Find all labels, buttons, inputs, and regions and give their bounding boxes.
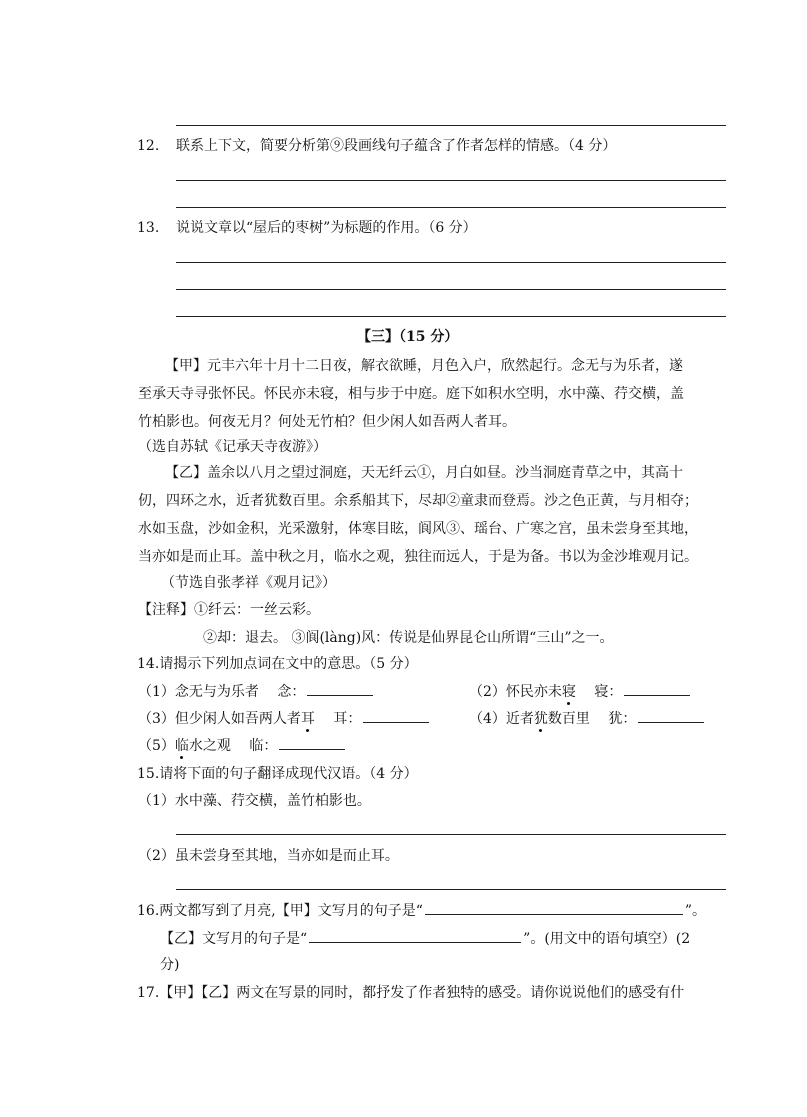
answer-line[interactable]: [176, 207, 726, 208]
notes-line: 【注释】①纤云：一丝云彩。: [138, 602, 320, 618]
translate-item: （1）水中藻、荇交横，盖竹柏影也。: [138, 793, 371, 809]
answer-line[interactable]: [176, 889, 726, 890]
passage-yi-line: 【乙】盖余以八月之望过洞庭，天无纤云①，月白如昼。沙当洞庭青草之中，其高十: [165, 465, 683, 481]
q14-item-1: [138, 681, 375, 702]
passage-source: （选自苏轼《记承天寺夜游》）: [138, 439, 327, 455]
passage-yi-line: 当亦如是而止耳。盖中秋之月，临水之观，独往而远人，于是为备。书以为金沙堆观月记。: [138, 549, 698, 565]
item-postfix: 数百里: [547, 711, 590, 727]
passage-jia-line: 竹柏影也。何夜无月？何处无竹柏？但少闲人如吾两人者耳。: [138, 414, 516, 430]
answer-blank[interactable]: [624, 681, 690, 696]
notes-line: ②却：退去。 ③阆(làng)风：传说是仙界昆仑山所谓“三山”之一。: [203, 630, 614, 646]
question-title: 14.请揭示下列加点词在文中的意思。（5 分）: [137, 656, 418, 672]
q14-item-2: [469, 681, 692, 702]
q14-item-4: [469, 708, 706, 729]
item-prefix: （1）念无与为乐者: [138, 684, 264, 700]
question-text: 说说文章以“屋后的枣树”为标题的作用。（6 分）: [176, 220, 477, 236]
answer-blank[interactable]: [425, 900, 683, 915]
q14-item-5: [138, 735, 347, 756]
item-key: 临：: [249, 738, 278, 754]
passage-yi-line: 水如玉盘，沙如金积，光采激射，体寒目眩，阆风③、瑶台、广寒之宫，虽未尝身至其地，: [138, 521, 698, 537]
q14-item-3: [138, 708, 431, 729]
q16-line-3: 分): [160, 957, 180, 973]
q16-line-2: [160, 928, 690, 949]
answer-blank[interactable]: [279, 735, 345, 750]
item-key: 寝：: [594, 684, 623, 700]
item-prefix: （3）但少闲人如吾两人者: [138, 711, 301, 727]
question-number: 12.: [137, 138, 160, 154]
dotted-char: 耳: [300, 711, 315, 727]
section-heading: 【三】（15 分）: [357, 329, 459, 345]
q16-text: 16.两文都写到了月亮,【甲】文写月的句子是“: [137, 903, 423, 919]
answer-blank[interactable]: [363, 708, 429, 723]
q16-text: ”。(用文中的语句填空）(2: [523, 931, 691, 947]
item-key: 犹：: [608, 711, 637, 727]
answer-line[interactable]: [176, 834, 726, 835]
dotted-char: 临: [174, 738, 189, 754]
item-postfix: 水之观: [188, 738, 231, 754]
answer-line[interactable]: [176, 125, 726, 126]
answer-blank[interactable]: [307, 681, 373, 696]
q16-text: 【乙】文写月的句子是“: [160, 931, 308, 947]
dotted-char: 犹: [533, 711, 548, 727]
passage-jia-line: 至承天寺寻张怀民。怀民亦未寝，相与步于中庭。庭下如积水空明，水中藻、荇交横，盖: [138, 386, 684, 402]
question-title: 17.【甲】【乙】两文在写景的同时，都抒发了作者独特的感受。请你说说他们的感受有什: [137, 985, 685, 1001]
passage-jia-line: 【甲】元丰六年十月十二日夜，解衣欲睡，月色入户，欣然起行。念无与为乐者，遂: [165, 358, 683, 374]
question-title: 15.请将下面的句子翻译成现代汉语。（4 分）: [137, 766, 418, 782]
answer-line[interactable]: [176, 289, 726, 290]
question-text: 联系上下文，简要分析第⑨段画线句子蕴含了作者怎样的情感。（4 分）: [176, 138, 617, 154]
answer-blank[interactable]: [638, 708, 704, 723]
answer-blank[interactable]: [309, 928, 521, 943]
item-key: 耳：: [333, 711, 362, 727]
translate-item: （2）虽未尝身至其地，当亦如是而止耳。: [138, 848, 399, 864]
q16-text: ”。: [684, 903, 707, 919]
item-key: 念：: [277, 684, 306, 700]
answer-line[interactable]: [176, 180, 726, 181]
item-prefix: （5）: [138, 738, 175, 754]
question-number: 13.: [137, 220, 160, 236]
answer-line[interactable]: [176, 316, 726, 317]
q16-line-1: [137, 900, 706, 921]
item-prefix: （2）怀民亦未: [469, 684, 562, 700]
passage-source: （节选自张孝祥《观月记》）: [161, 575, 336, 591]
passage-yi-line: 仞，四环之水，近者犹数百里。余系船其下，尽却②童隶而登焉。沙之色正黄，与月相夺；: [138, 493, 698, 509]
dotted-char: 寝: [561, 684, 576, 700]
answer-line[interactable]: [176, 262, 726, 263]
item-prefix: （4）近者: [469, 711, 534, 727]
